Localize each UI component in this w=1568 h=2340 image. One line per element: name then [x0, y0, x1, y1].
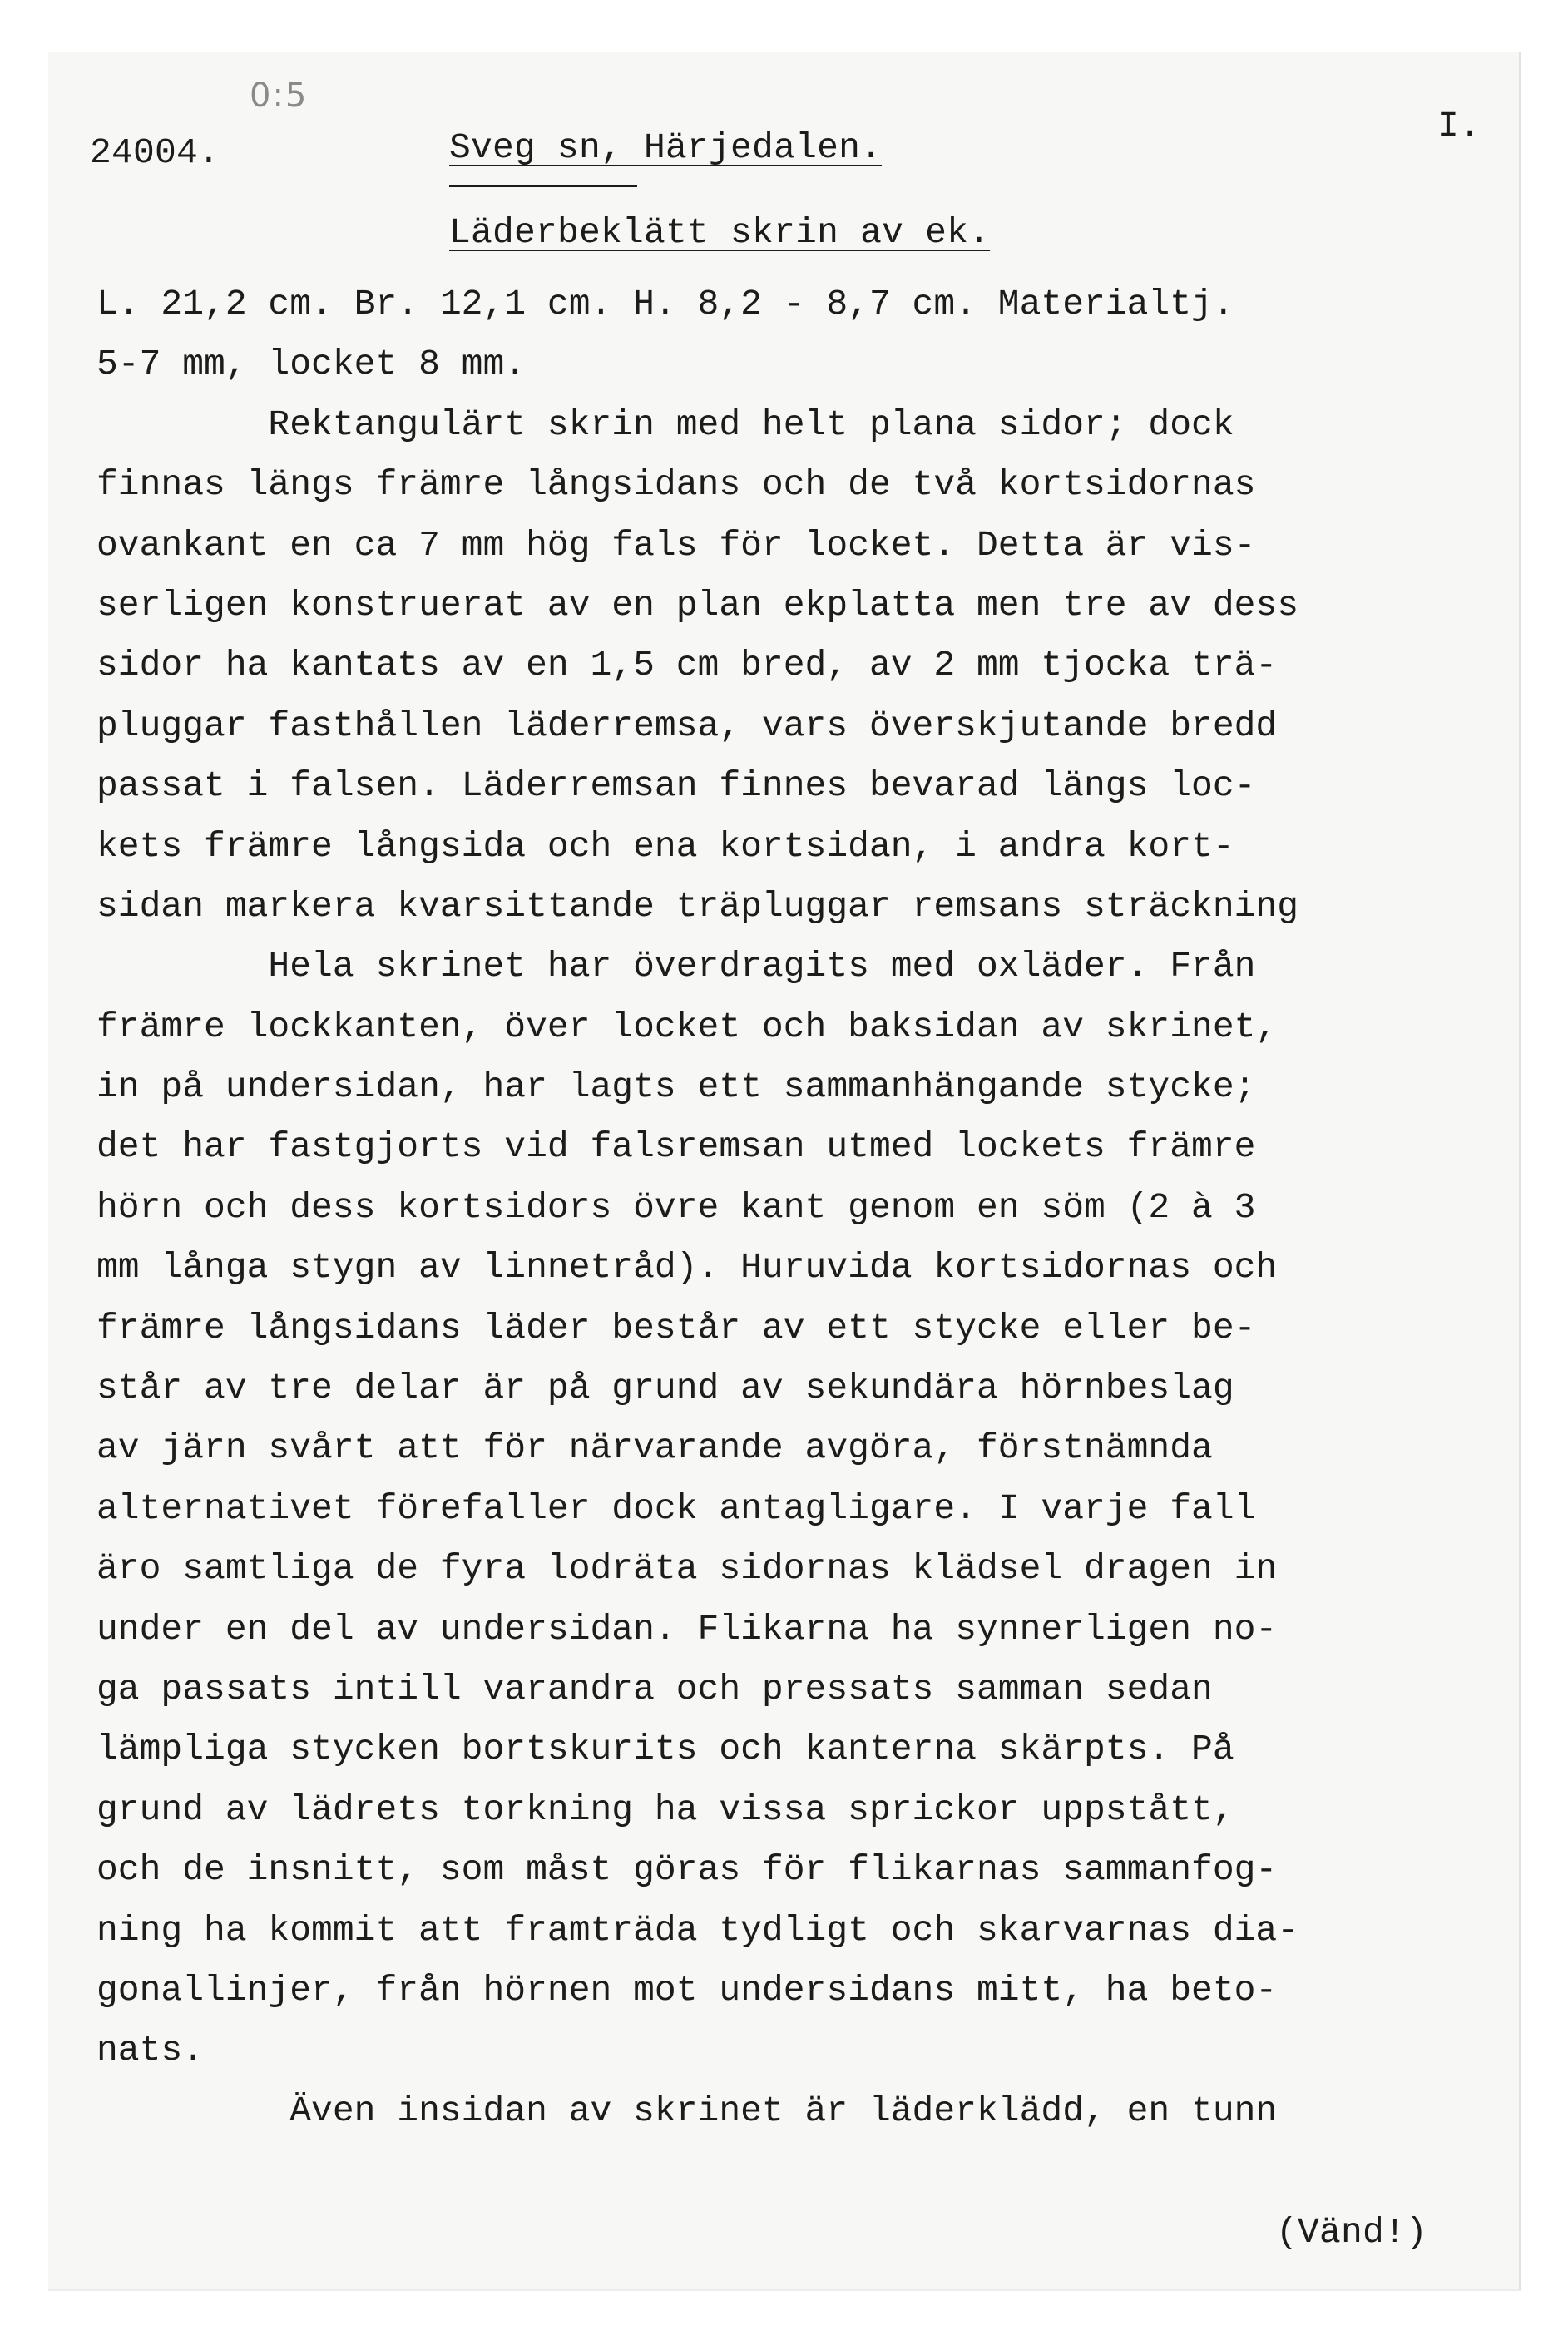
location-heading: Sveg sn, Härjedalen.	[449, 127, 883, 168]
text-line: pluggar fasthållen läderremsa, vars överskjutande bredd	[96, 705, 1278, 746]
object-title: Läderbeklätt skrin av ek.	[449, 212, 991, 253]
text-line: står av tre delar är på grund av sekundära hörnbeslag	[96, 1368, 1234, 1409]
text-line: lämpliga stycken bortskurits och kanterna skärpts. På	[96, 1729, 1234, 1770]
text-line: sidan markera kvarsittande träpluggar remsans sträckning	[96, 885, 1299, 927]
text-line: alternativet förefaller dock antagligare. I varje fall	[96, 1487, 1256, 1529]
catalog-number: 24004.	[90, 132, 220, 173]
text-line: nats.	[96, 2030, 205, 2071]
description-body	[96, 275, 1511, 2141]
text-line: främre långsidans läder består av ett stycke eller be-	[96, 1307, 1256, 1348]
text-line: grund av lädrets torkning ha vissa sprickor uppstått,	[96, 1788, 1234, 1830]
text-line: Rektangulärt skrin med helt plana sidor; dock	[96, 403, 1234, 445]
text-line: under en del av undersidan. Flikarna ha synnerligen no-	[96, 1608, 1278, 1650]
text-line: främre lockkanten, över locket och baksidan av skrinet,	[96, 1006, 1278, 1047]
text-line: Även insidan av skrinet är läderklädd, en tunn	[96, 2090, 1278, 2131]
text-line: kets främre långsida och ena kortsidan, i andra kort-	[96, 825, 1234, 867]
page-number: I.	[1437, 106, 1481, 146]
text-line: av järn svårt att för närvarande avgöra, förstnämnda	[96, 1427, 1213, 1469]
text-line: gonallinjer, från hörnen mot undersidans mitt, ha beto-	[96, 1969, 1278, 2011]
text-line: ovankant en ca 7 mm hög fals för locket. Detta är vis-	[96, 524, 1256, 566]
text-line: serligen konstruerat av en plan ekplatta men tre av dess	[96, 584, 1299, 626]
text-line: mm långa stygn av linnetråd). Huruvida kortsidornas och	[96, 1247, 1278, 1289]
handwritten-mark: 0:5	[250, 77, 309, 115]
text-line: ning ha kommit att framträda tydligt och skarvarnas dia-	[96, 1909, 1299, 1951]
turn-over-note: (Vänd!)	[1276, 2212, 1428, 2253]
text-line: 5-7 mm, locket 8 mm.	[96, 344, 527, 385]
text-line: och de insnitt, som måst göras för flikarnas sammanfog-	[96, 1849, 1278, 1891]
text-line: det har fastgjorts vid falsremsan utmed lockets främre	[96, 1126, 1256, 1168]
text-line: hörn och dess kortsidors övre kant genom en söm (2 à 3	[96, 1186, 1256, 1228]
text-line: Hela skrinet har överdragits med oxläder. Från	[96, 946, 1256, 987]
location-underline-rule	[449, 185, 637, 187]
text-line: äro samtliga de fyra lodräta sidornas klädsel dragen in	[96, 1548, 1278, 1590]
text-line: L. 21,2 cm. Br. 12,1 cm. H. 8,2 - 8,7 cm. Materialtj.	[96, 284, 1234, 324]
text-line: in på undersidan, har lagts ett sammanhängande stycke;	[96, 1066, 1256, 1108]
text-line: passat i falsen. Läderremsan finnes bevarad längs loc-	[96, 765, 1256, 807]
text-line: sidor ha kantats av en 1,5 cm bred, av 2 mm tjocka trä-	[96, 645, 1278, 686]
text-line: ga passats intill varandra och pressats samman sedan	[96, 1668, 1213, 1709]
text-line: finnas längs främre långsidans och de två kortsidornas	[96, 464, 1256, 506]
